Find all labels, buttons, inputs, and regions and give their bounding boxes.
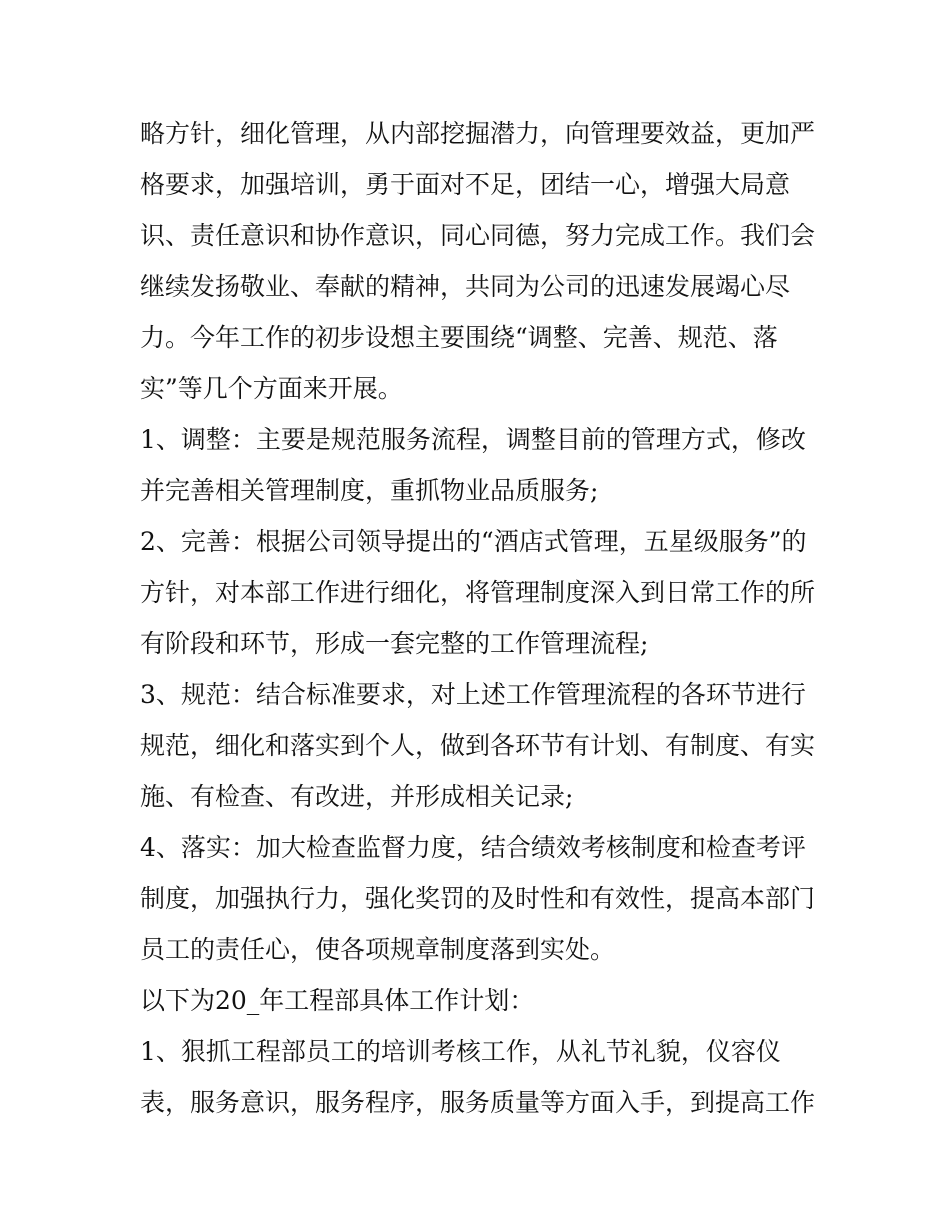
text-line: 继续发扬敬业、奉献的精神，共同为公司的迅速发展竭心尽	[140, 272, 791, 301]
text-line: 制度，加强执行力，强化奖罚的及时性和有效性，提高本部门	[140, 884, 816, 913]
text-line: 表，服务意识，服务程序，服务质量等方面入手，到提高工作	[140, 1088, 816, 1117]
text-line: 方针，对本部工作进行细化，将管理制度深入到日常工作的所	[140, 578, 816, 607]
text-line: 施、有检查、有改进，并形成相关记录;	[140, 782, 574, 811]
text-line: 实”等几个方面来开展。	[140, 374, 403, 403]
text-line: 4、落实：加大检查监督力度，结合绩效考核制度和检查考评	[140, 833, 806, 862]
text-line: 3、规范：结合标准要求，对上述工作管理流程的各环节进行	[140, 680, 806, 709]
text-line: 员工的责任心，使各项规章制度落到实处。	[140, 935, 616, 964]
text-line: 以下为20_年工程部具体工作计划：	[140, 986, 535, 1015]
text-line: 格要求，加强培训，勇于面对不足，团结一心，增强大局意	[140, 170, 791, 199]
text-line: 2、完善：根据公司领导提出的“酒店式管理，五星级服务”的	[140, 527, 807, 556]
text-line: 规范，细化和落实到个人，做到各环节有计划、有制度、有实	[140, 731, 816, 760]
text-line: 1、狠抓工程部员工的培训考核工作，从礼节礼貌，仪容仪	[140, 1037, 781, 1066]
text-line: 略方针，细化管理，从内部挖掘潜力，向管理要效益，更加严	[140, 119, 816, 148]
document-body	[140, 108, 820, 1128]
text-line: 识、责任意识和协作意识，同心同德，努力完成工作。我们会	[140, 221, 816, 250]
text-line: 并完善相关管理制度，重抓物业品质服务;	[140, 476, 599, 505]
text-line: 力。今年工作的初步设想主要围绕“调整、完善、规范、落	[140, 323, 778, 352]
text-line: 有阶段和环节，形成一套完整的工作管理流程;	[140, 629, 649, 658]
text-line: 1、调整：主要是规范服务流程，调整目前的管理方式，修改	[140, 425, 806, 454]
